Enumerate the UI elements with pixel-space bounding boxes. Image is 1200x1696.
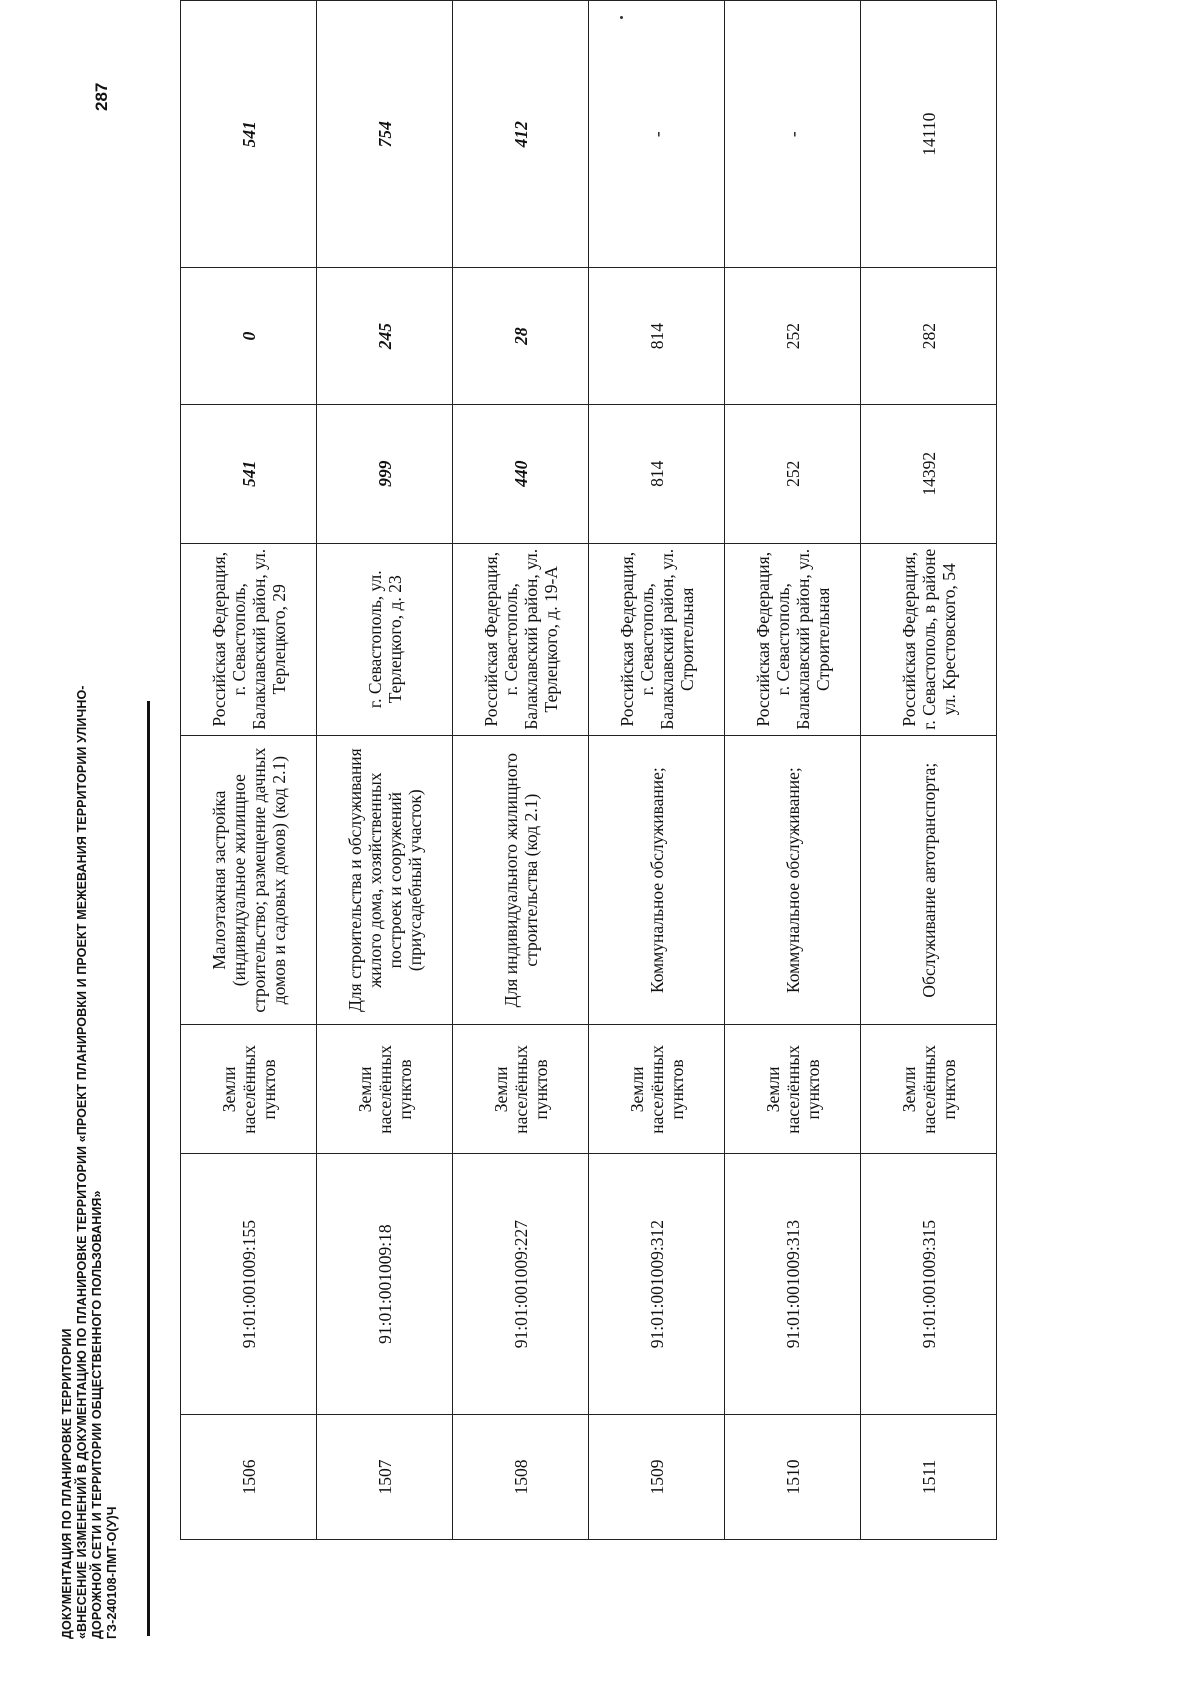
area-b: 412 xyxy=(453,1,589,268)
area-total: 14392 xyxy=(861,404,997,543)
area-b: 14110 xyxy=(861,1,997,268)
address: Российская Федерация, г. Севастополь, Балаклавский район, ул. Терлецкого, 29 xyxy=(181,543,317,735)
permitted-use: Обслуживание автотранспорта; xyxy=(861,735,997,1025)
table-row xyxy=(589,1,725,1540)
permitted-use: Малоэтажная застройка (индивидуальное жилищное строительство; размещение дачных домов и садовых домов) (код 2.1) xyxy=(181,735,317,1025)
area-total: 814 xyxy=(589,404,725,543)
table-row xyxy=(181,1,317,1540)
header-line-4: ГЗ-240108-ПМТ-О(У)Ч xyxy=(105,1506,119,1639)
land-category: Земли населённых пунктов xyxy=(317,1025,453,1154)
cadastral-number: 91:01:001009:155 xyxy=(181,1154,317,1415)
row-number: 1508 xyxy=(453,1414,589,1539)
land-category: Земли населённых пунктов xyxy=(181,1025,317,1154)
table-row xyxy=(861,1,997,1540)
permitted-use: Для строительства и обслуживания жилого дома, хозяйственных построек и сооружений (приусадебный участок) xyxy=(317,735,453,1025)
address: Российская Федерация, г. Севастополь, Балаклавский район, ул. Терлецкого, д. 19-А xyxy=(453,543,589,735)
area-total: 541 xyxy=(181,404,317,543)
header-line-1: ДОКУМЕНТАЦИЯ ПО ПЛАНИРОВКЕ ТЕРРИТОРИИ xyxy=(60,1328,74,1639)
permitted-use: Для индивидуального жилищного строительства (код 2.1) xyxy=(453,735,589,1025)
area-b: 541 xyxy=(181,1,317,268)
area-total: 999 xyxy=(317,404,453,543)
land-category: Земли населённых пунктов xyxy=(453,1025,589,1154)
permitted-use: Коммунальное обслуживание; xyxy=(589,735,725,1025)
document-header xyxy=(60,159,120,1639)
area-a: 252 xyxy=(725,268,861,404)
address: Российская Федерация, г. Севастополь, в районе ул. Крестовского, 54 xyxy=(861,543,997,735)
area-a: 0 xyxy=(181,268,317,404)
area-b: - xyxy=(589,1,725,268)
table-row xyxy=(317,1,453,1540)
row-number: 1509 xyxy=(589,1414,725,1539)
header-rule xyxy=(147,701,150,1636)
area-a: 245 xyxy=(317,268,453,404)
land-category: Земли населённых пунктов xyxy=(725,1025,861,1154)
address: Российская Федерация, г. Севастополь, Балаклавский район, ул. Строительная xyxy=(589,543,725,735)
row-number: 1507 xyxy=(317,1414,453,1539)
area-a: 28 xyxy=(453,268,589,404)
cadastral-number: 91:01:001009:227 xyxy=(453,1154,589,1415)
cadastral-number: 91:01:001009:312 xyxy=(589,1154,725,1415)
cadastral-number: 91:01:001009:18 xyxy=(317,1154,453,1415)
area-total: 252 xyxy=(725,404,861,543)
cadastral-number: 91:01:001009:313 xyxy=(725,1154,861,1415)
row-number: 1506 xyxy=(181,1414,317,1539)
area-total: 440 xyxy=(453,404,589,543)
land-category: Земли населённых пунктов xyxy=(861,1025,997,1154)
row-number: 1510 xyxy=(725,1414,861,1539)
area-a: 814 xyxy=(589,268,725,404)
table-row xyxy=(453,1,589,1540)
parcels-table xyxy=(180,0,997,1540)
table-row xyxy=(725,1,861,1540)
land-category: Земли населённых пунктов xyxy=(589,1025,725,1154)
address: г. Севастополь, ул. Терлецкого, д. 23 xyxy=(317,543,453,735)
address: Российская Федерация, г. Севастополь, Балаклавский район, ул. Строительная xyxy=(725,543,861,735)
page-number: 287 xyxy=(92,82,111,111)
header-line-3: ДОРОЖНОЙ СЕТИ И ТЕРРИТОРИИ ОБЩЕСТВЕННОГО ПОЛЬЗОВАНИЯ» xyxy=(90,1190,104,1639)
permitted-use: Коммунальное обслуживание; xyxy=(725,735,861,1025)
cadastral-number: 91:01:001009:315 xyxy=(861,1154,997,1415)
area-a: 282 xyxy=(861,268,997,404)
row-number: 1511 xyxy=(861,1414,997,1539)
area-b: - xyxy=(725,1,861,268)
header-line-2: «ВНЕСЕНИЕ ИЗМЕНЕНИЙ В ДОКУМЕНТАЦИЮ ПО ПЛАНИРОВКЕ ТЕРРИТОРИИ «ПРОЕКТ ПЛАНИРОВКИ И ПРОЕКТ МЕЖЕВАНИЯ ТЕРРИТОРИИ УЛИЧНО- xyxy=(75,685,89,1639)
area-b: 754 xyxy=(317,1,453,268)
